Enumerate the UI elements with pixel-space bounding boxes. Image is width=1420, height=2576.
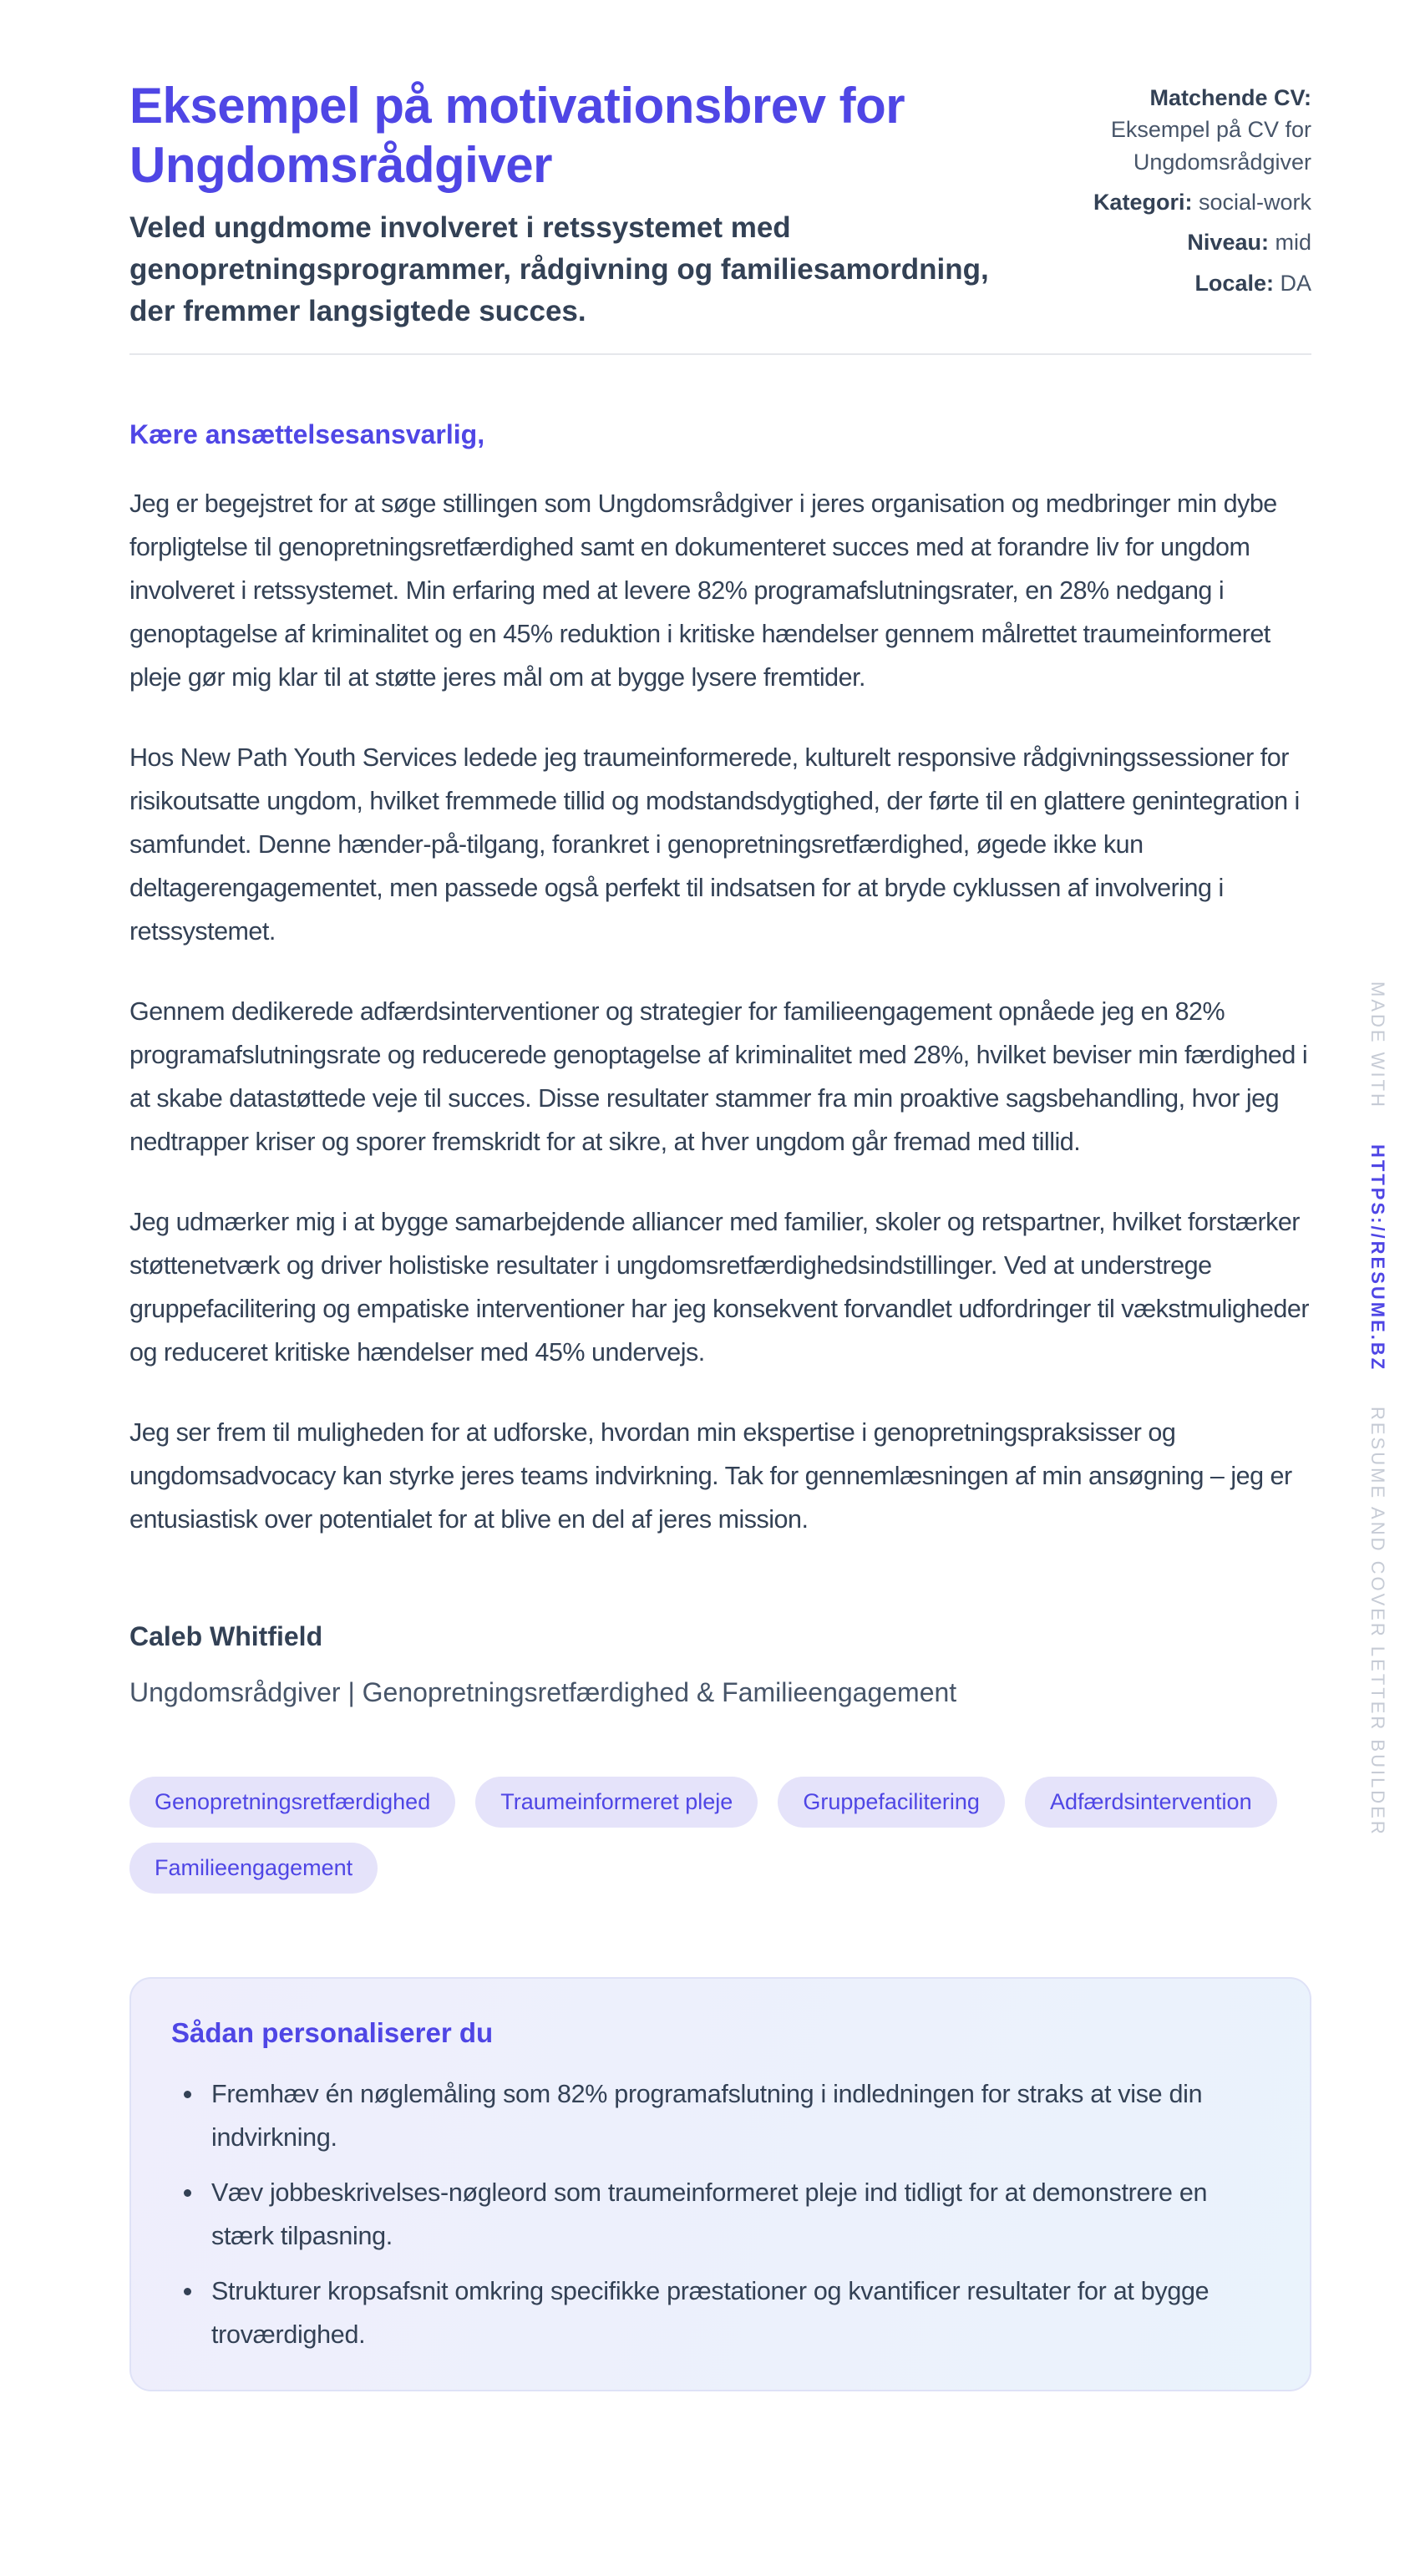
personalization-tips-card: [129, 1977, 1311, 2391]
header-divider: [129, 353, 1311, 355]
letter-paragraph: Jeg ser frem til muligheden for at udforske, hvordan min ekspertise i genopretningspraksisser og ungdomsadvocacy kan styrke jeres teams indvirkning. Tak for gennemlæsningen af min ansøgning – jeg er entusiastisk over potentialet for at blive en del af jeres mission.: [129, 1418, 1292, 1534]
meta-matching-cv: [1051, 82, 1311, 178]
signature-name: Caleb Whitfield: [129, 1621, 323, 1652]
tag-pill: Familieengagement: [129, 1843, 378, 1894]
meta-category-value: social-work: [1198, 189, 1311, 215]
page-title: Eksempel på motivationsbrev for Ungdomsrådgiver: [129, 78, 905, 193]
tag-pill: Adfærdsintervention: [1025, 1777, 1277, 1828]
meta-panel: [1051, 77, 1311, 307]
tag-pill: Genopretningsretfærdighed: [129, 1777, 455, 1828]
letter-paragraph: Gennem dedikerede adfærdsinterventioner og strategier for familieengagement opnåede jeg en 82% programafslutningsrate og reducerede genoptagelse af kriminalitet med 28%, hvilket beviser min færdighed i at skabe datastøttede veje til succes. Disse resultater stammer fra min proaktive sagsbehandling, hvor jeg nedtrapper kriser og sporer fremskridt for at sikre, at hver ungdom går fremad med tillid.: [129, 997, 1308, 1157]
tip-item: • Væv jobbeskrivelses-nøgleord som traumeinformeret pleje ind tidligt for at demonstrere en stærk tilpasning.: [205, 2171, 1270, 2258]
tag-list: [129, 1777, 1311, 1894]
meta-locale-label: Locale:: [1194, 270, 1274, 296]
page-content: [129, 0, 1311, 2391]
meta-category-label: Kategori:: [1093, 189, 1193, 215]
tip-item: • Fremhæv én nøglemåling som 82% programafslutning i indledningen for straks at vise din indvirkning.: [205, 2072, 1270, 2159]
tips-title: Sådan personaliserer du: [171, 2016, 494, 2048]
watermark-suffix: RESUME AND COVER LETTER BUILDER: [1367, 1407, 1388, 1837]
tag-pill: Gruppefacilitering: [778, 1777, 1005, 1828]
letter-body: [129, 415, 1311, 1711]
meta-level-value: mid: [1275, 230, 1311, 256]
letter-paragraph: Jeg er begejstret for at søge stillingen som Ungdomsrådgiver i jeres organisation og medbringer min dybe forpligtelse til genopretningsretfærdighed samt en dokumenteret succes med at forandre liv for ungdom involveret i retssystemet. Min erfaring med at levere 82% programafslutningsrater, en 28% nedgang i genoptagelse af kriminalitet og en 45% reduktion i kritiske hændelser gennem målrettet traumeinformeret pleje gør mig klar til at støtte jeres mål om at bygge lysere fremtider.: [129, 489, 1277, 692]
salutation: Kære ansættelsesansvarlig,: [129, 418, 485, 449]
watermark-link[interactable]: HTTPS://RESUME.BZ: [1367, 1143, 1388, 1372]
meta-category: [1051, 186, 1311, 218]
letter-paragraph: Hos New Path Youth Services ledede jeg traumeinformerede, kulturelt responsive rådgivningssessioner for risikoutsatte ungdom, hvilket fremmede tillid og modstandsdygtighed, der førte til en glattere genintegration i samfundet. Denne hænder-på-tilgang, forankret i genopretningsretfærdighed, øgede ikke kun deltagerengagementet, men passede også perfekt til indsatsen for at bryde cyklussen af involvering i retssystemet.: [129, 743, 1300, 946]
watermark-prefix: MADE WITH: [1367, 981, 1388, 1109]
meta-locale-value: DA: [1280, 270, 1311, 296]
header-title-block: [129, 77, 1040, 333]
meta-level: [1051, 226, 1311, 258]
letter-paragraph: Jeg udmærker mig i at bygge samarbejdende alliancer med familier, skoler og retspartner, hvilket forstærker støttenetværk og driver holistiske resultater i ungdomsretfærdighedsindstillinger. Ved at understrege gruppefacilitering og empatiske interventioner har jeg konsekvent forvandlet udfordringer til vækstmuligheder og reduceret kritiske hændelser med 45% undervejs.: [129, 1208, 1309, 1367]
signature-role: Ungdomsrådgiver | Genopretningsretfærdighed & Familieengagement: [129, 1676, 957, 1707]
header: [129, 77, 1311, 333]
tips-list: [171, 2072, 1270, 2356]
page-subtitle: Veled ungdmome involveret i retssystemet med genopretningsprogrammer, rådgivning og familiesamordning, der fremmer langsigtede succes.: [129, 210, 989, 328]
meta-locale: [1051, 267, 1311, 299]
tip-item: • Strukturer kropsafsnit omkring specifikke præstationer og kvantificer resultater for at bygge troværdighed.: [205, 2269, 1270, 2356]
meta-level-label: Niveau:: [1187, 230, 1269, 256]
meta-matching-cv-label: Matchende CV:: [1149, 85, 1311, 110]
tag-pill: Traumeinformeret pleje: [475, 1777, 758, 1828]
watermark: [1367, 981, 1388, 1837]
meta-matching-cv-value: Eksempel på CV for Ungdomsrådgiver: [1110, 117, 1311, 175]
